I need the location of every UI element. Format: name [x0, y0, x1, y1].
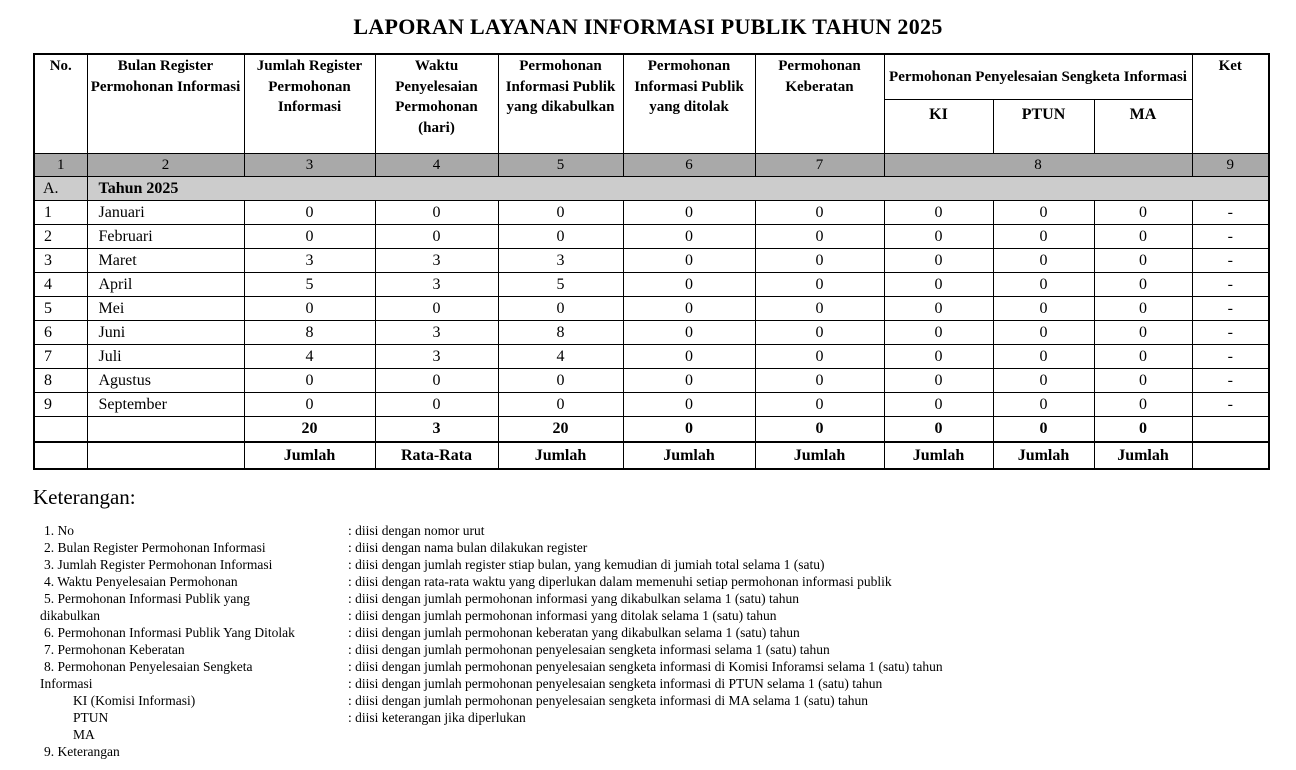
- table-row: 7 Juli 4 3 4 0 0 0 0 0 -: [34, 345, 1269, 369]
- keterangan-term: 7. Permohonan Keberatan: [44, 642, 185, 657]
- keterangan-term: KI (Komisi Informasi): [73, 693, 196, 708]
- col-num: 2: [87, 154, 244, 177]
- total-ma: 0: [1094, 417, 1192, 443]
- header-ki: KI: [884, 100, 993, 154]
- section-label: Tahun 2025: [87, 177, 1269, 201]
- keterangan-term: 6. Permohonan Informasi Publik Yang Ditolak: [44, 625, 295, 640]
- total-ptun: 0: [993, 417, 1094, 443]
- header-sengketa: Permohonan Penyelesaian Sengketa Informasi: [884, 54, 1192, 100]
- keterangan-desc: [348, 743, 1296, 760]
- table-header-row: [34, 54, 1269, 100]
- header-ma: MA: [1094, 100, 1192, 154]
- total-jumlah-register: 20: [244, 417, 375, 443]
- col-num: 1: [34, 154, 87, 177]
- total-waktu: 3: [375, 417, 498, 443]
- keterangan-line: [0, 522, 1296, 539]
- table-row: 9 September 0 0 0 0 0 0 0 0 -: [34, 393, 1269, 417]
- keterangan-desc: : diisi dengan jumlah permohonan penyelesaian sengketa informasi di Komisi Inforamsi selama 1 (satu) tahun: [348, 659, 943, 674]
- keterangan-desc: : diisi dengan jumlah permohonan penyelesaian sengketa informasi di MA selama 1 (satu) tahun: [348, 693, 868, 708]
- keterangan-line: [0, 726, 1296, 743]
- keterangan-desc: : diisi keterangan jika diperlukan: [348, 710, 526, 725]
- section-letter: A.: [34, 177, 87, 201]
- total-ki: 0: [884, 417, 993, 443]
- keterangan-line: [0, 556, 1296, 573]
- keterangan-term: 8. Permohonan Penyelesaian Sengketa: [44, 659, 253, 674]
- col-num: 5: [498, 154, 623, 177]
- keterangan-term: 9. Keterangan: [44, 744, 120, 759]
- keterangan-line: [0, 675, 1296, 692]
- keterangan-desc: : diisi dengan jumlah permohonan penyelesaian sengketa informasi selama 1 (satu) tahun: [348, 642, 830, 657]
- total-dikabulkan: 20: [498, 417, 623, 443]
- table-row: 3 Maret 3 3 3 0 0 0 0 0 -: [34, 249, 1269, 273]
- col-num: 9: [1192, 154, 1269, 177]
- col-num: 7: [755, 154, 884, 177]
- header-dikabulkan: Permohonan Informasi Publik yang dikabulkan: [498, 54, 623, 154]
- keterangan-term: PTUN: [73, 710, 109, 725]
- keterangan-term: 2. Bulan Register Permohonan Informasi: [44, 540, 266, 555]
- page-title: LAPORAN LAYANAN INFORMASI PUBLIK TAHUN 2025: [353, 14, 943, 39]
- keterangan-desc: : diisi dengan jumlah permohonan informasi yang dikabulkan selama 1 (satu) tahun: [348, 591, 800, 606]
- keterangan-desc: : diisi dengan rata-rata waktu yang diperlukan dalam memenuhi setiap permohonan informasi publik: [348, 574, 892, 589]
- totals-row: [34, 417, 1269, 443]
- label-jumlah: Jumlah: [993, 442, 1094, 469]
- keterangan-desc: : diisi dengan jumlah permohonan keberatan yang dikabulkan selama 1 (satu) tahun: [348, 625, 800, 640]
- keterangan-line: [0, 607, 1296, 624]
- header-bulan-register: Bulan Register Permohonan Informasi: [87, 54, 244, 154]
- keterangan-line: [0, 590, 1296, 607]
- keterangan-line: [0, 692, 1296, 709]
- label-jumlah: Jumlah: [623, 442, 755, 469]
- keterangan-desc: : diisi dengan nama bulan dilakukan register: [348, 540, 588, 555]
- header-no: No.: [34, 54, 87, 154]
- keterangan-line: [0, 539, 1296, 556]
- keterangan-line: [0, 641, 1296, 658]
- keterangan-term: 1. No: [44, 523, 74, 538]
- header-ptun: PTUN: [993, 100, 1094, 154]
- col-num: 4: [375, 154, 498, 177]
- col-num: 8: [884, 154, 1192, 177]
- label-jumlah: Jumlah: [1094, 442, 1192, 469]
- table-row: 8 Agustus 0 0 0 0 0 0 0 0 -: [34, 369, 1269, 393]
- keterangan-heading: Keterangan:: [33, 485, 136, 509]
- col-num: 3: [244, 154, 375, 177]
- header-waktu-penyelesaian: Waktu Penyelesaian Permohonan (hari): [375, 54, 498, 154]
- label-jumlah: Jumlah: [498, 442, 623, 469]
- table-row: 4 April 5 3 5 0 0 0 0 0 -: [34, 273, 1269, 297]
- table-row: 2 Februari 0 0 0 0 0 0 0 0 -: [34, 225, 1269, 249]
- keterangan-desc: : diisi dengan nomor urut: [348, 523, 485, 538]
- keterangan-term: 3. Jumlah Register Permohonan Informasi: [44, 557, 273, 572]
- header-jumlah-register: Jumlah Register Permohonan Informasi: [244, 54, 375, 154]
- keterangan-line: [0, 658, 1296, 675]
- report-table: [33, 53, 1270, 470]
- header-ditolak: Permohonan Informasi Publik yang ditolak: [623, 54, 755, 154]
- keterangan-term: dikabulkan: [40, 608, 100, 623]
- keterangan-list: [0, 522, 1296, 760]
- table-row: 5 Mei 0 0 0 0 0 0 0 0 -: [34, 297, 1269, 321]
- total-keberatan: 0: [755, 417, 884, 443]
- keterangan-line: [0, 624, 1296, 641]
- keterangan-desc: : diisi dengan jumlah permohonan informasi yang ditolak selama 1 (satu) tahun: [348, 608, 777, 623]
- header-keberatan: Permohonan Keberatan: [755, 54, 884, 154]
- label-jumlah: Jumlah: [755, 442, 884, 469]
- keterangan-term: 5. Permohonan Informasi Publik yang: [44, 591, 250, 606]
- keterangan-line: [0, 709, 1296, 726]
- table-row: 1 Januari 0 0 0 0 0 0 0 0 -: [34, 201, 1269, 225]
- keterangan-desc: : diisi dengan jumlah permohonan penyelesaian sengketa informasi di PTUN selama 1 (satu) tahun: [348, 676, 883, 691]
- totals-label-row: [34, 442, 1269, 469]
- table-row: 6 Juni 8 3 8 0 0 0 0 0 -: [34, 321, 1269, 345]
- label-jumlah: Jumlah: [884, 442, 993, 469]
- keterangan-term: 4. Waktu Penyelesaian Permohonan: [44, 574, 238, 589]
- column-number-row: [34, 154, 1269, 177]
- keterangan-term: MA: [73, 727, 95, 742]
- keterangan-desc: [348, 726, 1296, 743]
- total-ditolak: 0: [623, 417, 755, 443]
- label-jumlah: Jumlah: [244, 442, 375, 469]
- keterangan-line: [0, 743, 1296, 760]
- col-num: 6: [623, 154, 755, 177]
- keterangan-line: [0, 573, 1296, 590]
- keterangan-term: Informasi: [40, 676, 93, 691]
- label-rata-rata: Rata-Rata: [375, 442, 498, 469]
- keterangan-desc: : diisi dengan jumlah register stiap bulan, yang kemudian di jumiah total selama 1 (satu): [348, 557, 825, 572]
- section-row: [34, 177, 1269, 201]
- header-ket: Ket: [1192, 54, 1269, 154]
